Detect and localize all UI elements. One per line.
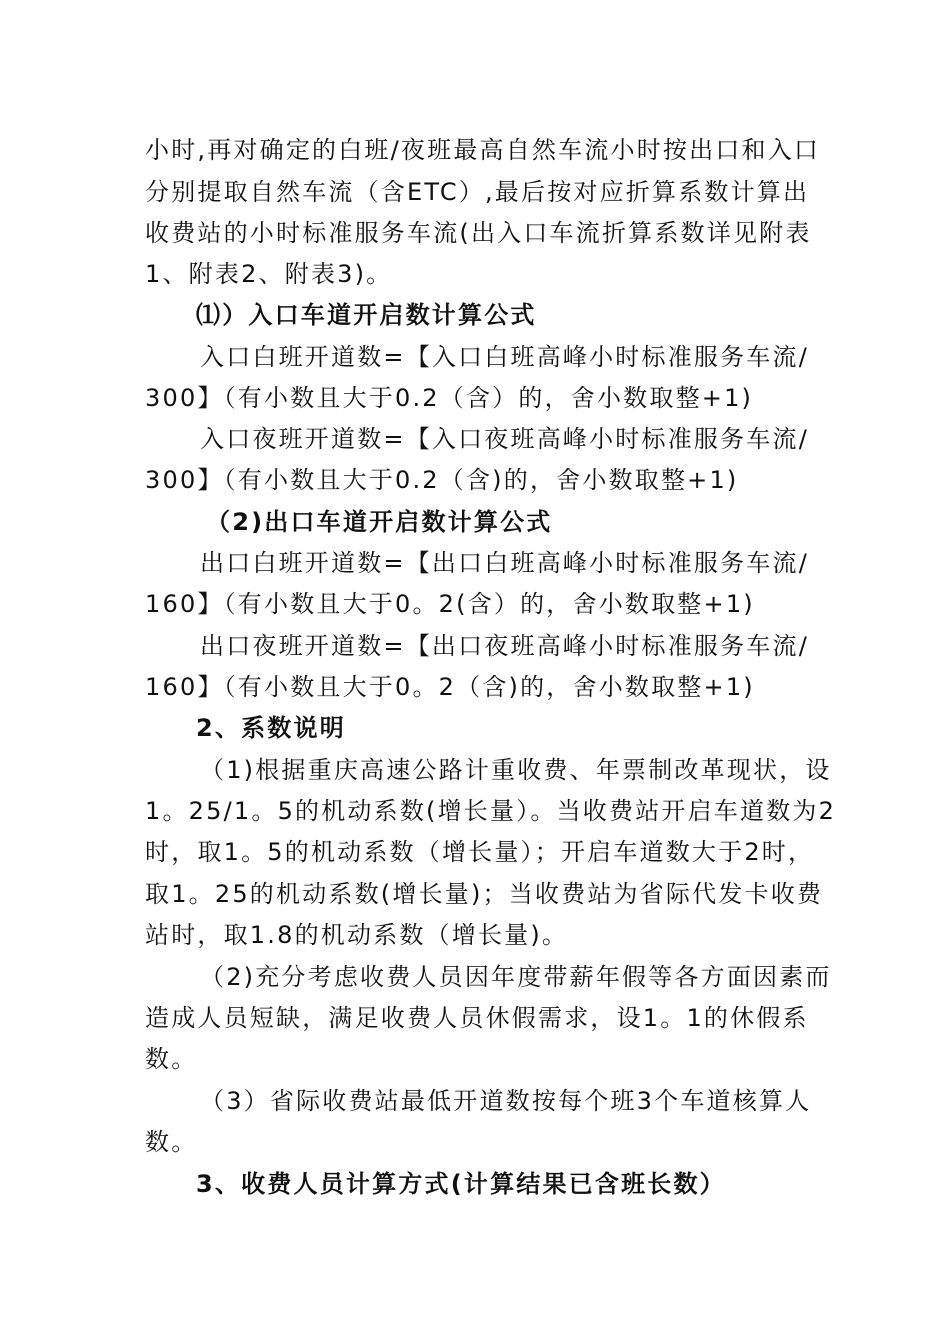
paragraph-line: 数。 [145,1045,198,1073]
paragraph-line: （3）省际收费站最低开道数按每个班3个车道核算人 [200,1087,812,1115]
paragraph-line: （1)根据重庆高速公路计重收费、年票制改革现状，设 [200,756,832,784]
formula-line: 300】（有小数且大于0.2（含)的，舍小数取整+1) [145,466,739,494]
formula-line: 入口白班开道数=【入口白班高峰小时标准服务车流/ [200,343,809,371]
paragraph-line: 1、附表2、附表3)。 [145,260,393,288]
formula-line: 出口白班开道数=【出口白班高峰小时标准服务车流/ [200,549,809,577]
section-heading-coefficients: 2、系数说明 [196,714,346,742]
formula-line: 300】（有小数且大于0.2（含）的，舍小数取整+1) [145,384,754,412]
paragraph-line: 1。25/1。5的机动系数(增长量）。当收费站开启车道数为2 [145,797,837,825]
paragraph-line: 取1。25的机动系数(增长量)；当收费站为省际代发卡收费 [145,880,824,908]
paragraph-line: 分别提取自然车流（含ETC）,最后按对应折算系数计算出 [145,178,810,206]
formula-line: 160】（有小数且大于0。2(含）的，舍小数取整+1) [145,590,755,618]
section-heading-staff-calculation: 3、收费人员计算方式(计算结果已含班长数） [196,1170,726,1198]
paragraph-line: 站时，取1.8的机动系数（增长量)。 [145,921,569,949]
paragraph-line: 小时,再对确定的白班/夜班最高自然车流小时按出口和入口 [145,136,821,164]
section-heading-exit-formula: （2)出口车道开启数计算公式 [206,508,553,536]
formula-line: 160】（有小数且大于0。2（含)的，舍小数取整+1) [145,673,755,701]
paragraph-line: 造成人员短缺，满足收费人员休假需求，设1。1的休假系 [145,1004,809,1032]
formula-line: 出口夜班开道数=【出口夜班高峰小时标准服务车流/ [200,632,809,660]
section-heading-entrance-formula: ⑴）入口车道开启数计算公式 [196,301,537,329]
paragraph-line: 数。 [145,1128,198,1156]
paragraph-line: 时，取1。5的机动系数（增长量）；开启车道数大于2时， [145,838,815,866]
formula-line: 入口夜班开道数=【入口夜班高峰小时标准服务车流/ [200,425,809,453]
paragraph-line: 收费站的小时标准服务车流(出入口车流折算系数详见附表 [145,219,812,247]
paragraph-line: （2)充分考虑收费人员因年度带薪年假等各方面因素而 [200,963,832,991]
